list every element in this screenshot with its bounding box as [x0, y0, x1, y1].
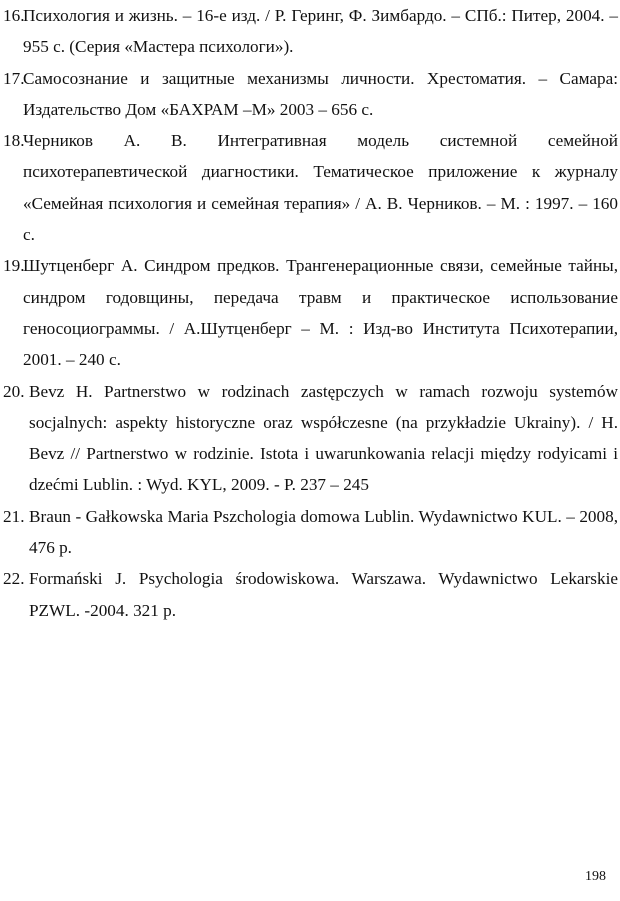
reference-item-19 [3, 250, 618, 375]
page-number: 198 [585, 869, 606, 884]
reference-item-20 [3, 376, 618, 501]
reference-item-17 [3, 63, 618, 126]
reference-number: 17. [3, 68, 25, 88]
reference-text: Черников А. В. Интегративная модель системной семейной психотерапевтической диагностики. Тематическое приложение к журналу «Семейная психология и семейная терапия» / А. В. Черников. – М. : 1997. – 160 с. [23, 131, 618, 245]
reference-number: 22. [3, 569, 25, 589]
reference-number: 18. [3, 131, 25, 151]
reference-text: Bevz H. Partnerstwo w rodzinach zastępczych w ramach rozwoju systemów socjalnych: aspekty historyczne oraz współczesne (na przykładzie Ukrainy). / H. Bevz // Partnerstwo w rodzinie. Istota i uwarunkowania relacji między rodyicami i dzećmi Lublin. : Wyd. KYL, 2009. - P. 237 – 245 [29, 381, 618, 495]
reference-number: 16. [3, 6, 25, 25]
reference-text: Шутценберг А. Синдром предков. Трангенерационные связи, семейные тайны, синдром годовщины, передача травм и практическое использование геносоциограммы. / А.Шутценберг – М. : Изд-во Института Психотерапии, 2001. – 240 с. [23, 256, 618, 370]
reference-number: 20. [3, 381, 25, 401]
reference-item-22 [3, 563, 618, 626]
reference-text: Braun - Gałkowska Maria Pszchologia domowa Lublin. Wydawnictwo KUL. – 2008, 476 p. [29, 506, 618, 558]
reference-text: Самосознание и защитные механизмы личности. Хрестоматия. – Самара: Издательство Дом «БАХРАМ –М» 2003 – 656 с. [23, 68, 618, 119]
reference-number: 21. [3, 506, 25, 526]
reference-item-18 [3, 125, 618, 250]
reference-text: Formański J. Psychologia środowiskowa. Warszawa. Wydawnictwo Lekarskie PZWL. -2004. 321 p. [29, 569, 618, 620]
reference-item-16 [3, 0, 618, 63]
reference-text: Психология и жизнь. – 16-е изд. / Р. Геринг, Ф. Зимбардо. – СПб.: Питер, 2004. – 955 с. (Серия «Мастера психологи»). [23, 6, 618, 57]
reference-item-21 [3, 501, 618, 564]
reference-number: 19. [3, 256, 25, 276]
reference-list [3, 0, 618, 626]
